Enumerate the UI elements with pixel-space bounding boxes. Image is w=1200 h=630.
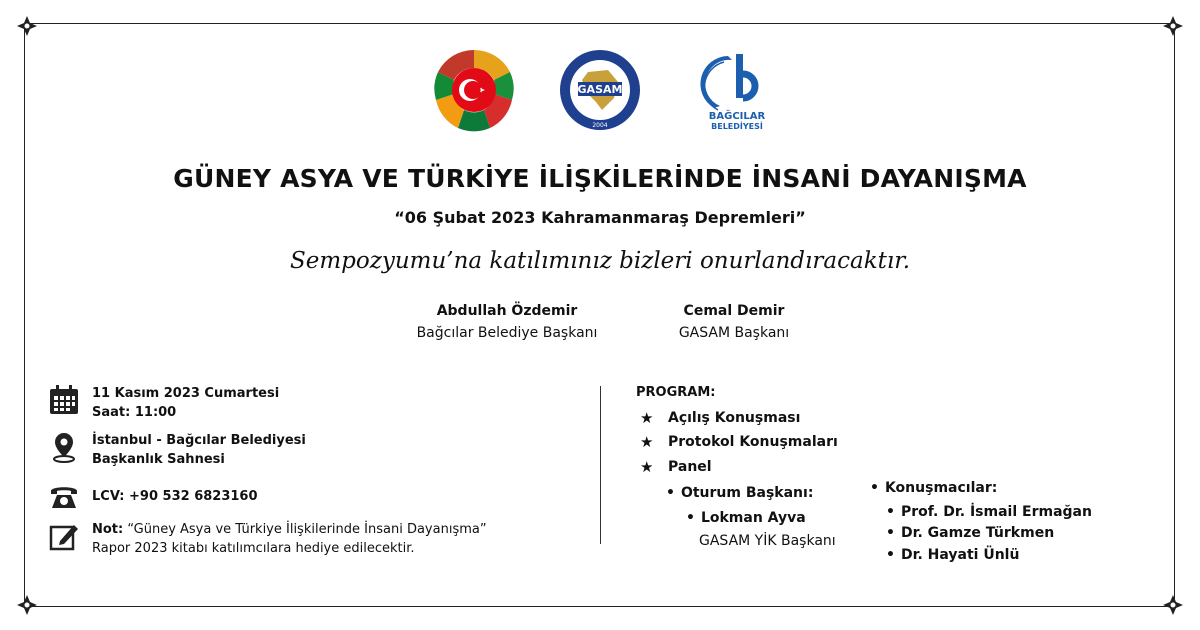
- speaker-row: [886, 525, 1054, 541]
- note-line-1: “Güney Asya ve Türkiye İlişkilerinde İnsani Dayanışma”: [123, 522, 487, 537]
- bullet-icon: •: [886, 504, 895, 520]
- event-date: 11 Kasım 2023 Cumartesi: [92, 386, 280, 401]
- host-name: Cemal Demir: [683, 303, 785, 319]
- calendar-icon: [48, 384, 80, 416]
- speaker-row: [886, 504, 1092, 520]
- program-item: [640, 409, 800, 427]
- host-role: GASAM Başkanı: [678, 325, 790, 341]
- program-item: [640, 433, 838, 451]
- star-icon: ★: [640, 458, 654, 476]
- host-name: Abdullah Özdemir: [436, 303, 578, 319]
- host-1: [392, 303, 622, 341]
- location-line-1: İstanbul - Bağcılar Belediyesi: [92, 433, 306, 448]
- note-label: Not:: [92, 522, 124, 537]
- speakers-label: Konuşmacılar:: [884, 480, 998, 496]
- column-divider: [600, 386, 601, 544]
- speaker-name: Dr. Gamze Türkmen: [900, 525, 1055, 541]
- bullet-icon: •: [666, 485, 675, 501]
- event-time: Saat: 11:00: [92, 405, 177, 420]
- program-item-label: Protokol Konuşmaları: [668, 434, 838, 450]
- bullet-icon: •: [886, 547, 895, 563]
- star-icon: ★: [640, 409, 654, 427]
- bagcilar-logo: [694, 48, 780, 132]
- star-icon: ★: [640, 433, 654, 451]
- moderator-label: Oturum Başkanı:: [680, 485, 814, 501]
- program-item-label: Açılış Konuşması: [668, 410, 801, 426]
- bagcilar-logo-line1: BAĞCILAR: [708, 111, 766, 122]
- program-heading: PROGRAM:: [636, 385, 716, 400]
- bullet-icon: •: [886, 525, 895, 541]
- location-pin-icon: [48, 431, 80, 463]
- speaker-name: Prof. Dr. İsmail Ermağan: [900, 504, 1092, 520]
- moderator-name-row: [686, 510, 806, 526]
- moderator-role: GASAM YİK Başkanı: [699, 533, 836, 549]
- program-item-label: Panel: [668, 459, 712, 475]
- corner-ornament-icon: [1162, 15, 1184, 37]
- location-line-2: Başkanlık Sahnesi: [92, 452, 225, 467]
- speaker-row: [886, 547, 1019, 563]
- bullet-icon: •: [870, 480, 879, 496]
- rsvp-phone: LCV: +90 532 6823160: [92, 489, 258, 504]
- event-subtitle: “06 Şubat 2023 Kahramanmaraş Depremleri”: [394, 208, 806, 227]
- corner-ornament-icon: [16, 15, 38, 37]
- speakers-label-row: [870, 480, 997, 496]
- date-info: [48, 384, 279, 422]
- gasam-logo-year: 2004: [592, 122, 608, 129]
- program-item: [640, 458, 712, 476]
- speaker-name: Dr. Hayati Ünlü: [900, 547, 1020, 563]
- note-line-2: Rapor 2023 kitabı katılımcılara hediye edilecektir.: [92, 541, 415, 556]
- gasam-logo-text: GASAM: [577, 83, 623, 96]
- moderator-name: Lokman Ayva: [700, 510, 806, 526]
- edit-note-icon: [48, 520, 80, 552]
- event-title: GÜNEY ASYA VE TÜRKİYE İLİŞKİLERİNDE İNSANİ DAYANIŞMA: [173, 164, 1027, 193]
- location-info: [48, 431, 306, 469]
- moderator-label-row: [666, 485, 813, 501]
- host-role: Bağcılar Belediye Başkanı: [416, 325, 598, 341]
- host-2: [634, 303, 834, 341]
- telephone-icon: [48, 481, 80, 513]
- invitation-text: Sempozyumu’na katılımınız bizleri onurlandıracaktır.: [289, 248, 911, 274]
- bullet-icon: •: [686, 510, 695, 526]
- note-info: [48, 520, 487, 558]
- gasam-logo: [558, 48, 642, 132]
- corner-ornament-icon: [16, 594, 38, 616]
- phone-info: [48, 481, 258, 513]
- corner-ornament-icon: [1162, 594, 1184, 616]
- south-asia-flags-logo: [432, 48, 516, 132]
- bagcilar-logo-line2: BELEDİYESİ: [711, 122, 763, 131]
